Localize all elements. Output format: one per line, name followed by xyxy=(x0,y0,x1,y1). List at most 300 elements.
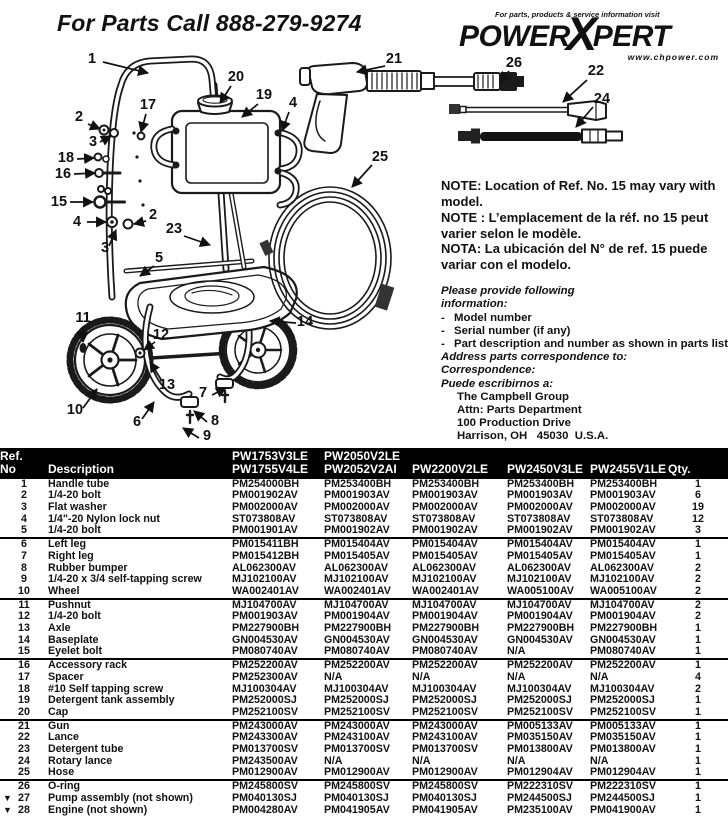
part-number-cell: PM015404AV xyxy=(507,538,573,551)
ref-no: 1 xyxy=(21,478,27,490)
description-cell: 1/4-20 bolt xyxy=(48,611,101,623)
part-number-cell: PM013700SV xyxy=(412,744,478,756)
list-item-text: The Campbell Group xyxy=(457,390,570,403)
table-row xyxy=(0,659,728,672)
callout-label: 3 xyxy=(88,134,98,150)
part-number-cell: PM222310SV xyxy=(590,780,656,793)
part-number-cell: PM253400BH xyxy=(412,478,480,490)
part-number-cell: N/A xyxy=(412,755,431,767)
qty-cell: 2 xyxy=(695,562,701,574)
part-number-cell: PM245800SV xyxy=(412,780,478,793)
list-item xyxy=(441,430,728,443)
qty-cell: 1 xyxy=(695,478,701,490)
ref-no-cell xyxy=(0,502,48,514)
part-number-cell: PM012900AV xyxy=(412,767,507,780)
part-number-cell: PM252000SJ xyxy=(590,695,655,707)
ref-no-cell xyxy=(0,563,48,575)
list-item-text: Harrison, OH 45030 U.S.A. xyxy=(457,430,609,443)
header-description xyxy=(48,448,232,479)
part-number-cell: AL062300AV xyxy=(324,562,388,574)
logo-word-power: POWER xyxy=(459,20,570,53)
ref-no: 5 xyxy=(21,525,27,537)
part-number-cell: PM080740AV xyxy=(232,646,324,659)
ref-no: 3 xyxy=(21,502,27,513)
ref-no: 26 xyxy=(18,780,30,793)
part-number-cell: PM243100AV xyxy=(324,732,390,744)
table-row xyxy=(0,805,728,817)
callout-label: 10 xyxy=(66,402,84,418)
qty-cell: 1 xyxy=(695,755,701,767)
part-number-cell: PM015404AV xyxy=(590,538,656,551)
ref-no-cell xyxy=(0,780,48,793)
part-number-cell: PM005133AV xyxy=(590,719,656,732)
part-number-cell: WA002401AV xyxy=(232,586,324,599)
ref-no-cell xyxy=(0,490,48,502)
table-row xyxy=(0,646,728,659)
table-row xyxy=(0,684,728,696)
part-number-cell: AL062300AV xyxy=(412,562,476,574)
part-number-cell: ST073808AV xyxy=(412,513,476,525)
list-dash: - xyxy=(441,337,445,350)
description-cell: Hose xyxy=(48,767,232,780)
callout-label: 23 xyxy=(165,221,183,237)
part-number-cell: PM252100SV xyxy=(507,707,590,720)
logo-word-pert: PERT xyxy=(592,20,671,53)
part-number-cell: N/A xyxy=(412,671,431,683)
callout-label: 14 xyxy=(296,314,314,330)
logo-website: www.chpower.com xyxy=(627,52,719,62)
table-row xyxy=(0,538,728,551)
header-description-label: Description xyxy=(48,461,115,476)
ref-no-cell xyxy=(0,707,48,720)
info-heading: Please provide following information: xyxy=(441,285,575,311)
list-dash: - xyxy=(441,311,445,324)
table-row xyxy=(0,574,728,586)
part-number-cell: PM080740AV xyxy=(324,646,412,659)
part-number-cell: WA005100AV xyxy=(590,586,668,599)
description-cell: Lance xyxy=(48,732,79,744)
description-cell: Detergent tank assembly xyxy=(48,695,175,707)
ref-no: 22 xyxy=(18,732,30,744)
part-number-cell: PM252200AV xyxy=(232,659,298,672)
part-number-cell: MJ100304AV xyxy=(507,683,572,695)
part-number-cell: PM005133AV xyxy=(507,719,573,732)
ref-no: 19 xyxy=(18,695,30,707)
qty-cell: 1 xyxy=(668,767,728,780)
callout-label: 25 xyxy=(371,149,389,165)
part-number-cell: ST073808AV xyxy=(324,513,388,525)
header-ref-no xyxy=(0,448,48,479)
table-row xyxy=(0,563,728,575)
ref-no: 12 xyxy=(18,611,30,623)
part-number-cell: PM013800AV xyxy=(590,744,656,756)
qty-cell: 12 xyxy=(692,513,704,525)
callout-label: 6 xyxy=(132,414,142,430)
header-qty xyxy=(668,448,728,479)
part-number-cell: PM040130SJ xyxy=(412,792,477,804)
address-heading-fr: Correspondence: xyxy=(441,364,536,377)
part-number-cell: MJ104700AV xyxy=(590,598,655,611)
qty-cell: 2 xyxy=(695,574,701,586)
header-model-pw2050 xyxy=(324,448,412,479)
part-number-cell: PM244500SJ xyxy=(507,792,572,804)
callout-label: 8 xyxy=(210,413,220,429)
description-cell: Cap xyxy=(48,707,232,720)
list-item-text: 100 Production Drive xyxy=(457,417,571,430)
part-number-cell: PM252200AV xyxy=(412,659,478,672)
part-number-cell: PM252000SJ xyxy=(232,695,297,707)
ref-no: 17 xyxy=(18,671,30,683)
header-model-pw1753 xyxy=(232,448,324,479)
note-english: NOTE: Location of Ref. No. 15 may vary with model. xyxy=(441,178,716,209)
description-cell: Eyelet bolt xyxy=(48,646,232,659)
table-row xyxy=(0,635,728,647)
part-number-cell: PM253400BH xyxy=(507,478,575,490)
part-number-cell: PM002000AV xyxy=(324,502,390,513)
part-number-cell: PM002000AV xyxy=(412,502,478,513)
ref-no-cell xyxy=(0,793,48,805)
part-number-cell: PM227900BH xyxy=(590,623,658,635)
part-number-cell: ST073808AV xyxy=(232,513,296,525)
table-row xyxy=(0,502,728,514)
list-item xyxy=(441,417,728,430)
part-number-cell: PM235100AV xyxy=(507,804,573,816)
ref-no: 9 xyxy=(21,574,27,586)
info-list xyxy=(441,312,728,352)
callout-arrow xyxy=(141,114,146,132)
address-block xyxy=(441,391,728,444)
part-number-cell: PM001904AV xyxy=(412,611,478,623)
callout-label: 19 xyxy=(255,87,273,103)
part-number-cell: N/A xyxy=(507,646,590,659)
part-number-cell: MJ104700AV xyxy=(324,598,389,611)
description-cell: Baseplate xyxy=(48,634,99,646)
list-item-text: Serial number (if any) xyxy=(454,324,571,337)
part-number-cell: PM252000SJ xyxy=(412,695,477,707)
callout-arrow xyxy=(563,80,587,102)
callout-label: 22 xyxy=(587,63,605,79)
qty-cell: 2 xyxy=(695,598,701,611)
table-row xyxy=(0,525,728,538)
part-number-cell: MJ102100AV xyxy=(412,574,477,586)
part-number-cell: PM080740AV xyxy=(590,646,668,659)
callout-arrow xyxy=(194,411,207,422)
list-item-text: Model number xyxy=(454,311,532,324)
ref-no-cell xyxy=(0,586,48,599)
part-number-cell: PM015404AV xyxy=(412,538,478,551)
part-number-cell: MJ102100AV xyxy=(507,574,572,586)
qty-cell: 1 xyxy=(695,538,701,551)
callout-arrow xyxy=(352,165,372,187)
list-dash: - xyxy=(441,324,445,337)
ref-no-cell xyxy=(0,514,48,526)
part-number-cell: PM002000AV xyxy=(507,502,573,513)
callout-label: 2 xyxy=(148,207,158,223)
table-row xyxy=(0,707,728,720)
part-number-cell: PM252300AV xyxy=(232,671,298,683)
callout-label: 3 xyxy=(100,240,110,256)
description-cell: Spacer xyxy=(48,671,84,683)
part-number-cell: PM252200AV xyxy=(324,659,390,672)
callout-arrow xyxy=(88,124,100,129)
address-heading-es: Puede escribirnos a: xyxy=(441,377,554,390)
header-qty-label: Qty. xyxy=(668,461,691,476)
part-number-cell: PM227900BH xyxy=(507,623,575,635)
part-number-cell: PM243000AV xyxy=(232,719,298,732)
part-number-cell: PM227900BH xyxy=(232,623,300,635)
ref-no-cell xyxy=(0,695,48,707)
table-row xyxy=(0,514,728,526)
description-cell: 1/4"-20 Nylon lock nut xyxy=(48,513,160,525)
note-spanish: NOTA: La ubicación del N° de ref. 15 puede variar con el modelo. xyxy=(441,241,708,273)
part-number-cell: PM012904AV xyxy=(507,767,590,780)
part-number-cell: PM252100SV xyxy=(590,707,668,720)
part-number-cell: PM252100SV xyxy=(324,707,412,720)
ref-no-cell xyxy=(0,672,48,684)
ref-no: 23 xyxy=(18,744,30,756)
part-number-cell: GN004530AV xyxy=(507,634,573,646)
qty-cell: 1 xyxy=(695,695,701,707)
part-number-cell: N/A xyxy=(507,671,526,683)
part-number-cell: MJ102100AV xyxy=(324,574,389,586)
qty-cell: 1 xyxy=(695,792,701,804)
not-shown-marker: ▼ xyxy=(3,804,12,815)
part-number-cell: PM243300AV xyxy=(232,732,298,744)
part-number-cell: PM001903AV xyxy=(324,490,390,502)
callout-arrow xyxy=(184,236,210,245)
callout-arrow xyxy=(142,402,154,419)
ref-no: 11 xyxy=(18,598,30,611)
table-row xyxy=(0,732,728,744)
part-number-cell: PM013700SV xyxy=(324,744,390,756)
ref-no: 7 xyxy=(21,550,27,562)
description-cell: 1/4-20 x 3/4 self-tapping screw xyxy=(48,574,202,586)
ref-no: 10 xyxy=(18,585,30,597)
part-number-cell: MJ102100AV xyxy=(590,574,655,586)
part-number-cell: PM001901AV xyxy=(232,525,324,538)
page-title: For Parts Call 888-279-9274 xyxy=(57,10,362,36)
header-model-line1: PW1753V3LE xyxy=(232,449,309,463)
part-number-cell: PM001903AV xyxy=(507,490,573,502)
qty-cell: 2 xyxy=(668,586,728,599)
part-number-cell: PM245800SV xyxy=(324,780,390,793)
part-number-cell: PM001904AV xyxy=(590,611,656,623)
part-number-cell: MJ100304AV xyxy=(324,683,389,695)
not-shown-marker: ▼ xyxy=(3,792,12,803)
description-cell: Detergent tube xyxy=(48,744,124,756)
part-number-cell: PM013700SV xyxy=(232,744,298,756)
part-number-cell: PM041905AV xyxy=(324,804,390,816)
ref-no: 24 xyxy=(18,755,30,767)
part-number-cell: PM001903AV xyxy=(232,611,298,623)
part-number-cell: PM035150AV xyxy=(590,732,656,744)
logo-letter-x: X xyxy=(565,7,597,60)
list-item xyxy=(441,312,728,325)
part-number-cell: PM243000AV xyxy=(324,719,390,732)
part-number-cell: PM001902AV xyxy=(590,525,668,538)
logo-tagline: For parts, products & service information visit xyxy=(495,10,660,19)
part-number-cell: PM243500AV xyxy=(232,755,298,767)
ref-no: 16 xyxy=(18,659,30,672)
ref-no: 13 xyxy=(18,623,30,635)
part-number-cell: PM254000BH xyxy=(232,478,300,490)
part-number-cell: PM015405AV xyxy=(324,550,390,562)
table-row xyxy=(0,744,728,756)
part-number-cell: PM080740AV xyxy=(412,646,507,659)
header-model-line1: PW2450V3LE xyxy=(507,461,584,476)
part-number-cell: PM015405AV xyxy=(507,550,573,562)
ref-no-cell xyxy=(0,551,48,563)
qty-cell: 19 xyxy=(692,502,704,513)
part-number-cell: MJ104700AV xyxy=(232,598,297,611)
description-cell: #10 Self tapping screw xyxy=(48,683,164,695)
ref-no-cell xyxy=(0,623,48,635)
header-ref-line2: No xyxy=(0,461,16,476)
table-row xyxy=(0,767,728,780)
callout-label: 4 xyxy=(288,95,298,111)
ref-no-cell xyxy=(0,756,48,768)
ref-no-cell xyxy=(0,574,48,586)
description-cell: Engine (not shown) xyxy=(48,804,148,816)
description-cell: 1/4-20 bolt xyxy=(48,490,101,502)
part-number-cell: PM040130SJ xyxy=(232,792,297,804)
part-number-cell: PM001902AV xyxy=(324,525,412,538)
qty-cell: 1 xyxy=(695,732,701,744)
part-number-cell: PM041905AV xyxy=(412,804,478,816)
ref-no-cell xyxy=(0,525,48,538)
part-number-cell: MJ104700AV xyxy=(412,598,477,611)
description-cell: 1/4-20 bolt xyxy=(48,525,232,538)
ref-no-cell xyxy=(0,599,48,612)
part-number-cell: PM253400BH xyxy=(324,478,392,490)
part-number-cell: PM015405AV xyxy=(590,550,656,562)
parts-table-body xyxy=(0,479,728,817)
qty-cell: 1 xyxy=(695,804,701,816)
description-cell: Right leg xyxy=(48,550,94,562)
part-number-cell: GN004530AV xyxy=(324,634,390,646)
callout-arrow xyxy=(183,428,199,438)
list-item xyxy=(441,404,728,417)
table-row xyxy=(0,793,728,805)
ref-no: 20 xyxy=(18,706,30,718)
parts-table xyxy=(0,448,728,816)
part-number-cell: PM252200AV xyxy=(590,659,656,672)
callout-label: 7 xyxy=(198,385,208,401)
ref-no-cell xyxy=(0,732,48,744)
list-item xyxy=(441,325,728,338)
part-number-cell: PM001904AV xyxy=(507,611,573,623)
part-number-cell: PM243000AV xyxy=(412,719,478,732)
table-row xyxy=(0,672,728,684)
note-french: NOTE : L’emplacement de la réf. no 15 peut varier selon le modèle. xyxy=(441,209,709,241)
callout-label: 4 xyxy=(72,214,82,230)
header-model-pw2200 xyxy=(412,448,507,479)
part-number-cell: PM015411BH xyxy=(232,538,299,551)
ordering-info xyxy=(441,285,728,443)
header-model-line1: PW2200V2LE xyxy=(412,461,489,476)
qty-cell: 1 xyxy=(695,550,701,562)
ref-no-cell xyxy=(0,538,48,551)
description-cell: Left leg xyxy=(48,538,87,551)
part-number-cell: PM001904AV xyxy=(324,611,390,623)
part-number-cell: PM252200AV xyxy=(507,659,573,672)
callout-label: 5 xyxy=(154,250,164,266)
description-cell: Gun xyxy=(48,719,70,732)
part-number-cell: PM001902AV xyxy=(232,490,298,502)
ref-no: 6 xyxy=(21,538,27,551)
part-number-cell: N/A xyxy=(507,755,526,767)
part-number-cell: AL062300AV xyxy=(590,562,654,574)
ref-no: 14 xyxy=(18,634,30,646)
part-number-cell: PM013800AV xyxy=(507,744,573,756)
table-row xyxy=(0,490,728,502)
ref-no: 25 xyxy=(18,767,30,779)
qty-cell: 1 xyxy=(695,719,701,732)
part-number-cell: GN004530AV xyxy=(590,634,656,646)
callout-label: 1 xyxy=(87,51,97,67)
ref-no: 15 xyxy=(18,646,30,658)
table-row xyxy=(0,780,728,793)
qty-cell: 3 xyxy=(668,525,728,538)
address-heading-en: Address parts correspondence to: xyxy=(441,351,628,364)
description-cell: Handle tube xyxy=(48,478,110,490)
callout-label: 12 xyxy=(152,327,170,343)
callout-label: 26 xyxy=(505,55,523,71)
description-cell: Flat washer xyxy=(48,502,107,513)
part-number-cell: AL062300AV xyxy=(232,562,296,574)
part-number-cell: PM012900AV xyxy=(324,767,412,780)
callout-label: 11 xyxy=(75,310,91,326)
callout-arrow xyxy=(134,221,146,224)
qty-cell: 2 xyxy=(695,683,701,695)
callout-label: 18 xyxy=(57,150,75,166)
table-row xyxy=(0,611,728,623)
ref-no: 27 xyxy=(18,792,30,804)
callout-arrow xyxy=(74,173,95,174)
part-number-cell: N/A xyxy=(324,671,343,683)
ref-no-cell xyxy=(0,635,48,647)
ref-no: 18 xyxy=(18,683,30,695)
part-number-cell: PM001902AV xyxy=(507,525,590,538)
ref-no-cell xyxy=(0,646,48,659)
callout-label: 2 xyxy=(74,109,84,125)
part-number-cell: PM227900BH xyxy=(412,623,480,635)
part-number-cell: PM001903AV xyxy=(590,490,656,502)
callout-label: 16 xyxy=(54,166,72,182)
list-item-text: Attn: Parts Department xyxy=(457,403,582,416)
callout-label: 21 xyxy=(385,51,403,67)
part-number-cell: PM001903AV xyxy=(412,490,478,502)
part-number-cell: WA002401AV xyxy=(324,586,412,599)
callout-label: 15 xyxy=(50,194,68,210)
list-item xyxy=(441,391,728,404)
part-number-cell: PM015405AV xyxy=(412,550,478,562)
part-number-cell: PM252100SV xyxy=(232,707,324,720)
parts-table-header xyxy=(0,448,728,479)
header-model-pw2450 xyxy=(507,448,590,479)
description-cell: Rotary lance xyxy=(48,755,113,767)
ref-no: 21 xyxy=(18,719,30,732)
ref-no-cell xyxy=(0,479,48,491)
description-cell: Pump assembly (not shown) xyxy=(48,792,193,804)
part-number-cell: WA002401AV xyxy=(412,586,507,599)
ref-no-cell xyxy=(0,684,48,696)
description-cell: Accessory rack xyxy=(48,659,128,672)
ref-no: 28 xyxy=(18,804,30,816)
qty-cell: 1 xyxy=(668,646,728,659)
description-cell: Rubber bumper xyxy=(48,562,128,574)
ref-no-cell xyxy=(0,805,48,817)
